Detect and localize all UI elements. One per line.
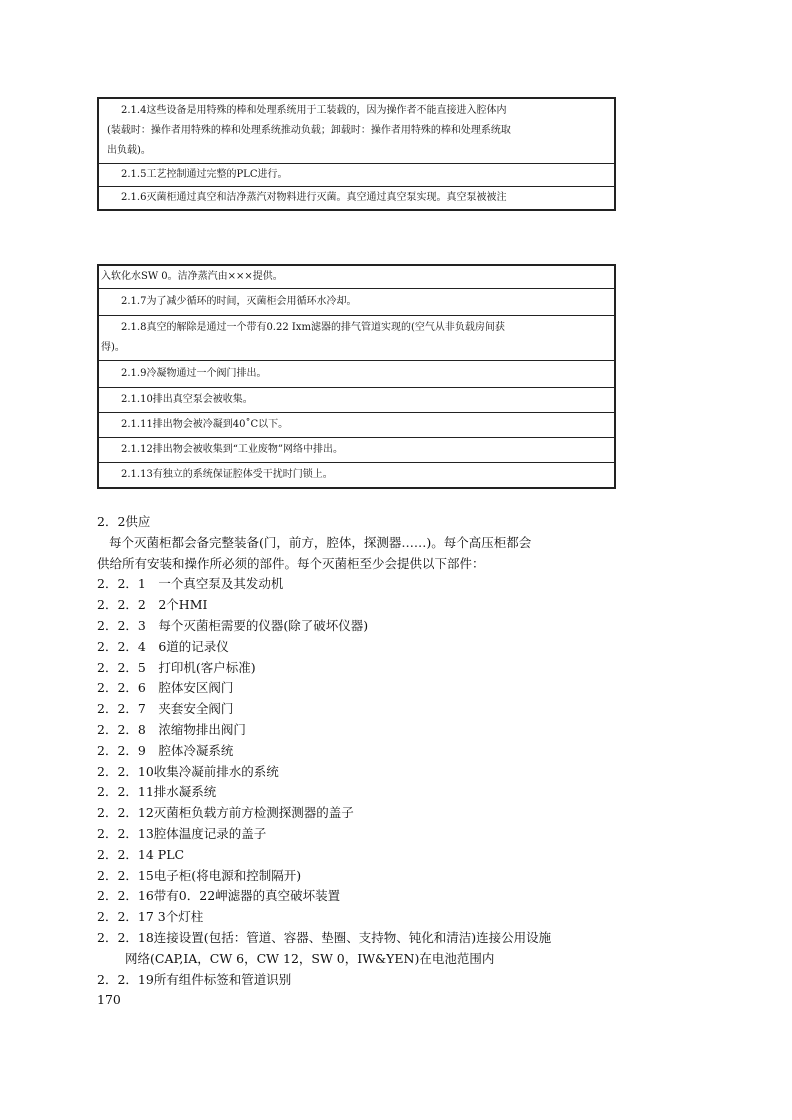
row-line: 2.1.8真空的解除是通过一个带有0.22 Ixm滤器的排气管道实现的(空气从非负载房间获 xyxy=(121,322,505,333)
list-item: 2．2．18连接设置(包括：管道、容器、垫圈、支持物、钝化和清洁)连接公用设施 xyxy=(97,929,552,945)
intro-line: 每个灭菌柜都会备完整装备(门，前方，腔体，探测器……)。每个高压柜都会 xyxy=(109,534,532,550)
row-line: 出负载)。 xyxy=(107,145,151,156)
row-line: 2.1.5工艺控制通过完整的PLC进行。 xyxy=(121,169,288,180)
list-item: 2．2．7 夹套安全阀门 xyxy=(97,701,234,717)
list-item: 2．2．10收集冷凝前排水的系统 xyxy=(97,763,279,779)
list-item: 2．2．16带有0．22岬滤器的真空破坏装置 xyxy=(97,888,341,904)
table-row xyxy=(99,413,614,438)
intro-line: 供给所有安装和操作所必须的部件。每个灭菌柜至少会提供以下部件： xyxy=(97,555,485,571)
list-item: 2．2．11排水凝系统 xyxy=(97,784,217,800)
list-item: 2．2．2 2个HMI xyxy=(97,597,208,613)
row-line: 入软化水SW 0。洁净蒸汽由×××提供。 xyxy=(101,271,283,282)
page-number: 170 xyxy=(97,992,121,1007)
row-line: 2.1.10排出真空泵会被收集。 xyxy=(121,394,253,405)
list-item: 2．2．8 浓缩物排出阀门 xyxy=(97,721,246,737)
table-row xyxy=(99,438,614,463)
table-row xyxy=(99,463,614,487)
row-line: 2.1.12排出物会被收集到“工业废物”网络中排出。 xyxy=(121,444,344,455)
table-row xyxy=(99,388,614,413)
row-line: 2.1.4这些设备是用特殊的棒和处理系统用于工装载的，因为操作者不能直接进入腔体内 xyxy=(121,105,507,116)
list-item: 2．2．13腔体温度记录的盖子 xyxy=(97,825,267,841)
list-item: 网络(CAP,IA，CW 6，CW 12，SW 0，IW&YEN)在电池范围内 xyxy=(125,950,495,966)
table-row xyxy=(99,289,614,316)
table-row xyxy=(99,316,614,361)
table-row xyxy=(99,266,614,289)
list-item: 2．2．12灭菌柜负载方前方检测探测器的盖子 xyxy=(97,805,354,821)
list-item: 2．2．4 6道的记录仪 xyxy=(97,638,229,654)
row-line: 得)。 xyxy=(101,342,125,353)
row-line: 2.1.7为了减少循环的时间，灭菌柜会用循环水冷却。 xyxy=(121,296,357,307)
list-item: 2．2．5 打印机(客户标准) xyxy=(97,659,256,675)
list-item: 2．2．17 3个灯柱 xyxy=(97,909,204,925)
spec-table-top xyxy=(97,97,616,211)
table-row xyxy=(99,361,614,388)
list-item: 2．2．6 腔体安区阀门 xyxy=(97,680,234,696)
table-row xyxy=(99,164,614,187)
row-line: 2.1.6灭菌柜通过真空和洁净蒸汽对物料进行灭菌。真空通过真空泵实现。真空泵被被注 xyxy=(121,192,507,203)
list-item: 2．2．3 每个灭菌柜需要的仪器(除了破坏仪器) xyxy=(97,617,369,633)
row-line: (装载时：操作者用特殊的棒和处理系统推动负载；卸载时：操作者用特殊的棒和处理系统取 xyxy=(107,125,511,136)
list-item: 2．2．14 PLC xyxy=(97,846,185,862)
list-item: 2．2．15电子柜(将电源和控制隔开) xyxy=(97,867,302,883)
list-item: 2．2．9 腔体冷凝系统 xyxy=(97,742,234,758)
list-item: 2．2．1 一个真空泵及其发动机 xyxy=(97,576,284,592)
section-heading: 2．2供应 xyxy=(97,514,151,529)
row-line: 2.1.13有独立的系统保证腔体受干扰时门锁上。 xyxy=(121,469,333,480)
list-item: 2．2．19所有组件标签和管道识别 xyxy=(97,971,292,987)
spec-table-bottom xyxy=(97,264,616,489)
row-line: 2.1.9冷凝物通过一个阀门排出。 xyxy=(121,368,267,379)
table-row xyxy=(99,187,614,209)
supply-section xyxy=(97,512,657,990)
row-line: 2.1.11排出物会被冷凝到40˚C以下。 xyxy=(121,419,289,430)
table-row xyxy=(99,99,614,164)
